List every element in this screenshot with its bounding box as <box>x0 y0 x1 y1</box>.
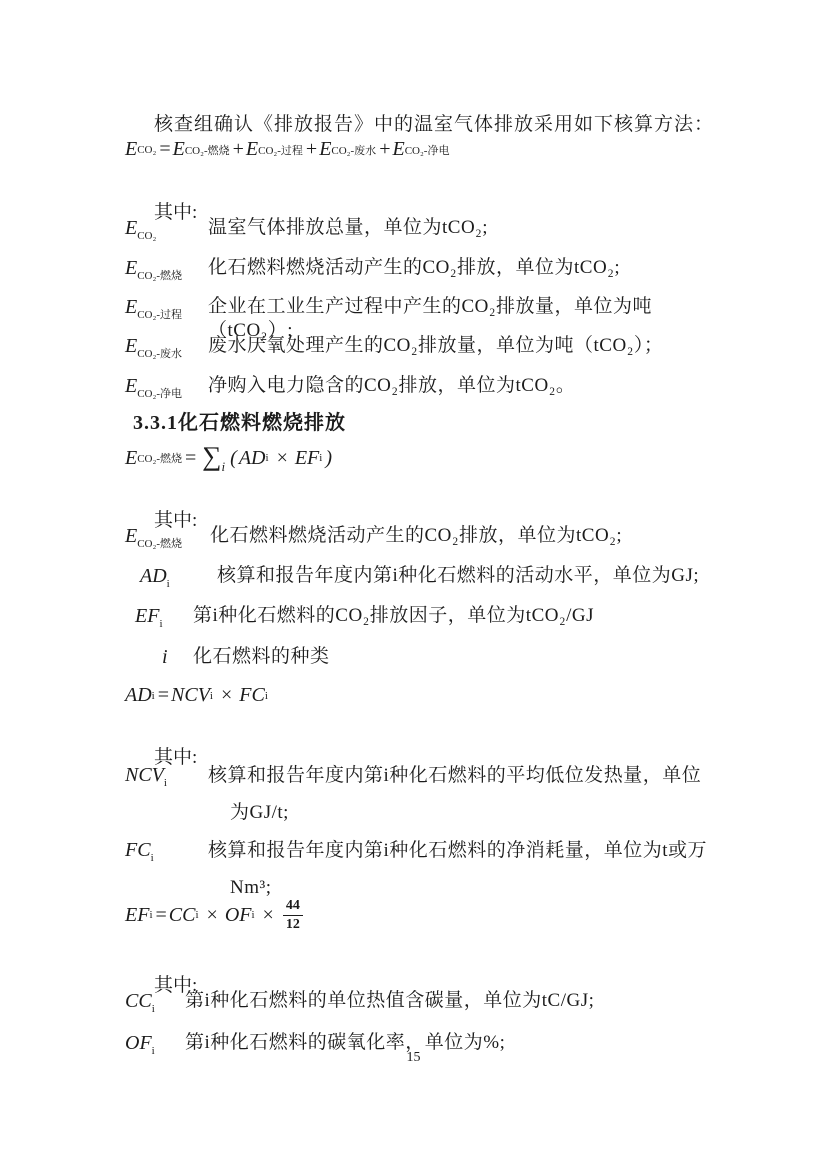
fraction-numerator: 44 <box>283 897 303 916</box>
definition-term <box>125 524 210 556</box>
formula-var: E <box>172 138 185 160</box>
term-var: i <box>162 646 168 668</box>
definition-term <box>125 989 185 1021</box>
definition-row <box>125 374 715 406</box>
fraction-44-12 <box>283 897 303 933</box>
term-subscript: CO₂-废水 <box>137 348 182 360</box>
definition-term <box>125 564 217 596</box>
term-var: E <box>125 296 138 318</box>
definition-desc: 温室气体排放总量，单位为tCO₂; <box>208 217 489 238</box>
where-label: 其中: <box>154 975 198 996</box>
definition-row <box>125 645 715 677</box>
fraction-denominator: 12 <box>285 916 300 932</box>
formula-subscript: CO₂-燃烧 <box>184 144 230 157</box>
intro-paragraph: 核查组确认《排放报告》中的温室气体排放采用如下核算方法： <box>154 114 715 135</box>
formula-subscript: i <box>195 909 199 921</box>
definition-row <box>125 216 715 248</box>
definition-desc: 核算和报告年度内第i种化石燃料的净消耗量，单位为t或万Nm³; <box>208 840 708 898</box>
term-subscript: CO₂ <box>137 230 157 242</box>
times-sign: × <box>262 903 274 926</box>
page-number: 15 <box>406 1050 421 1065</box>
definition-desc: 净购入电力隐含的CO₂排放，单位为tCO₂。 <box>208 375 576 396</box>
definition-term <box>125 757 208 802</box>
term-subscript: i <box>151 1003 155 1015</box>
formula-subscript: i <box>151 689 155 702</box>
equals-sign: = <box>155 903 167 926</box>
plus-sign: + <box>232 138 244 160</box>
definition-term <box>125 334 208 366</box>
definition-row <box>125 334 715 366</box>
formula-var: E <box>245 138 259 160</box>
where-label: 其中: <box>154 510 198 531</box>
definition-term <box>125 256 208 288</box>
definition-desc: 第i种化石燃料的碳氧化率，单位为%; <box>185 1032 506 1053</box>
formula-var: E <box>319 138 332 160</box>
formula-fuel-combustion <box>125 441 715 475</box>
term-subscript: CO₂-燃烧 <box>137 538 182 550</box>
definition-desc: 核算和报告年度内第i种化石燃料的活动水平，单位为GJ; <box>217 565 700 586</box>
term-subscript: CO₂-燃烧 <box>137 270 182 282</box>
definition-row <box>125 256 715 288</box>
formula-activity-level <box>125 684 715 707</box>
term-var: E <box>125 375 138 397</box>
times-sign: × <box>220 684 233 706</box>
term-var: FC <box>125 839 151 861</box>
term-var: AD <box>140 565 167 587</box>
term-subscript: i <box>159 618 163 630</box>
equals-sign: = <box>157 684 170 706</box>
term-var: NCV <box>125 764 164 786</box>
formula-subscript: i <box>319 452 323 465</box>
sum-index: i <box>221 459 226 475</box>
where-label: 其中: <box>154 747 198 768</box>
definition-desc: 第i种化石燃料的单位热值含碳量，单位为tC/GJ; <box>185 990 595 1011</box>
close-paren: ) <box>325 446 333 469</box>
definition-row <box>125 757 715 831</box>
formula-var: E <box>125 446 138 469</box>
formula-subscript: CO₂ <box>137 143 157 156</box>
formula-var: FC <box>239 684 265 706</box>
plus-sign: + <box>379 138 391 160</box>
definition-desc: 企业在工业生产过程中产生的CO₂排放量，单位为吨（tCO₂）; <box>208 296 653 341</box>
term-subscript: CO₂-过程 <box>137 309 182 321</box>
equals-sign: = <box>159 138 171 160</box>
formula-subscript: i <box>209 689 213 702</box>
definition-term <box>125 645 193 677</box>
term-subscript: i <box>163 777 167 789</box>
term-subscript: i <box>166 578 170 590</box>
definition-desc: 核算和报告年度内第i种化石燃料的平均低位发热量，单位为GJ/t; <box>208 765 702 823</box>
formula-subscript: CO₂-过程 <box>258 144 303 157</box>
formula-var: CC <box>168 903 196 926</box>
open-paren: ( <box>230 446 237 469</box>
formula-var: AD <box>238 446 266 469</box>
formula-var: E <box>125 138 138 160</box>
formula-subscript: CO₂-燃烧 <box>137 453 182 466</box>
definition-desc: 化石燃料燃烧活动产生的CO₂排放，单位为tCO₂; <box>210 525 623 546</box>
formula-var: EF <box>294 446 320 469</box>
term-var: E <box>125 257 138 279</box>
times-sign: × <box>276 446 288 469</box>
formula-var: OF <box>224 903 252 926</box>
term-var: CC <box>125 990 152 1012</box>
formula-subscript: i <box>251 909 255 921</box>
definition-row <box>125 564 715 596</box>
term-var: E <box>125 217 138 239</box>
sigma-glyph: ∑ <box>202 441 222 471</box>
definition-term <box>125 374 208 406</box>
formula-var: EF <box>125 903 150 926</box>
equals-sign: = <box>185 446 197 469</box>
definition-desc: 废水厌氧处理产生的CO₂排放量，单位为吨（tCO₂）； <box>208 335 664 356</box>
definition-term <box>125 295 208 327</box>
formula-subscript: i <box>265 452 269 465</box>
where-label: 其中: <box>154 202 198 223</box>
definition-row <box>125 832 715 906</box>
formula-emission-factor <box>125 897 715 933</box>
formula-var: E <box>392 138 405 160</box>
formula-subscript: CO₂-废水 <box>331 144 377 157</box>
definition-desc: 化石燃料燃烧活动产生的CO₂排放，单位为tCO₂; <box>208 257 621 278</box>
times-sign: × <box>206 903 218 926</box>
definition-term <box>125 604 193 636</box>
term-subscript: i <box>150 852 154 864</box>
formula-subscript: CO₂-净电 <box>404 144 450 157</box>
formula-var: AD <box>125 684 152 706</box>
formula-subscript: i <box>149 909 153 921</box>
term-var: OF <box>125 1032 152 1054</box>
formula-var: NCV <box>171 684 210 706</box>
section-heading-331: 3.3.1化石燃料燃烧排放 <box>133 412 346 434</box>
definition-term <box>125 216 208 248</box>
term-subscript: i <box>151 1045 155 1057</box>
definition-desc: 第i种化石燃料的CO₂排放因子，单位为tCO₂/GJ <box>193 605 594 626</box>
definition-row <box>125 989 715 1021</box>
formula-total-emissions <box>125 138 715 161</box>
term-var: E <box>125 525 138 547</box>
sum-symbol <box>202 441 226 475</box>
definition-row <box>125 604 715 636</box>
plus-sign: + <box>305 138 318 160</box>
formula-subscript: i <box>264 689 268 702</box>
definition-term <box>125 832 208 877</box>
term-var: EF <box>135 605 160 627</box>
definition-row <box>125 524 715 556</box>
definition-desc: 化石燃料的种类 <box>193 646 330 667</box>
term-subscript: CO₂-净电 <box>137 388 182 400</box>
term-var: E <box>125 335 138 357</box>
